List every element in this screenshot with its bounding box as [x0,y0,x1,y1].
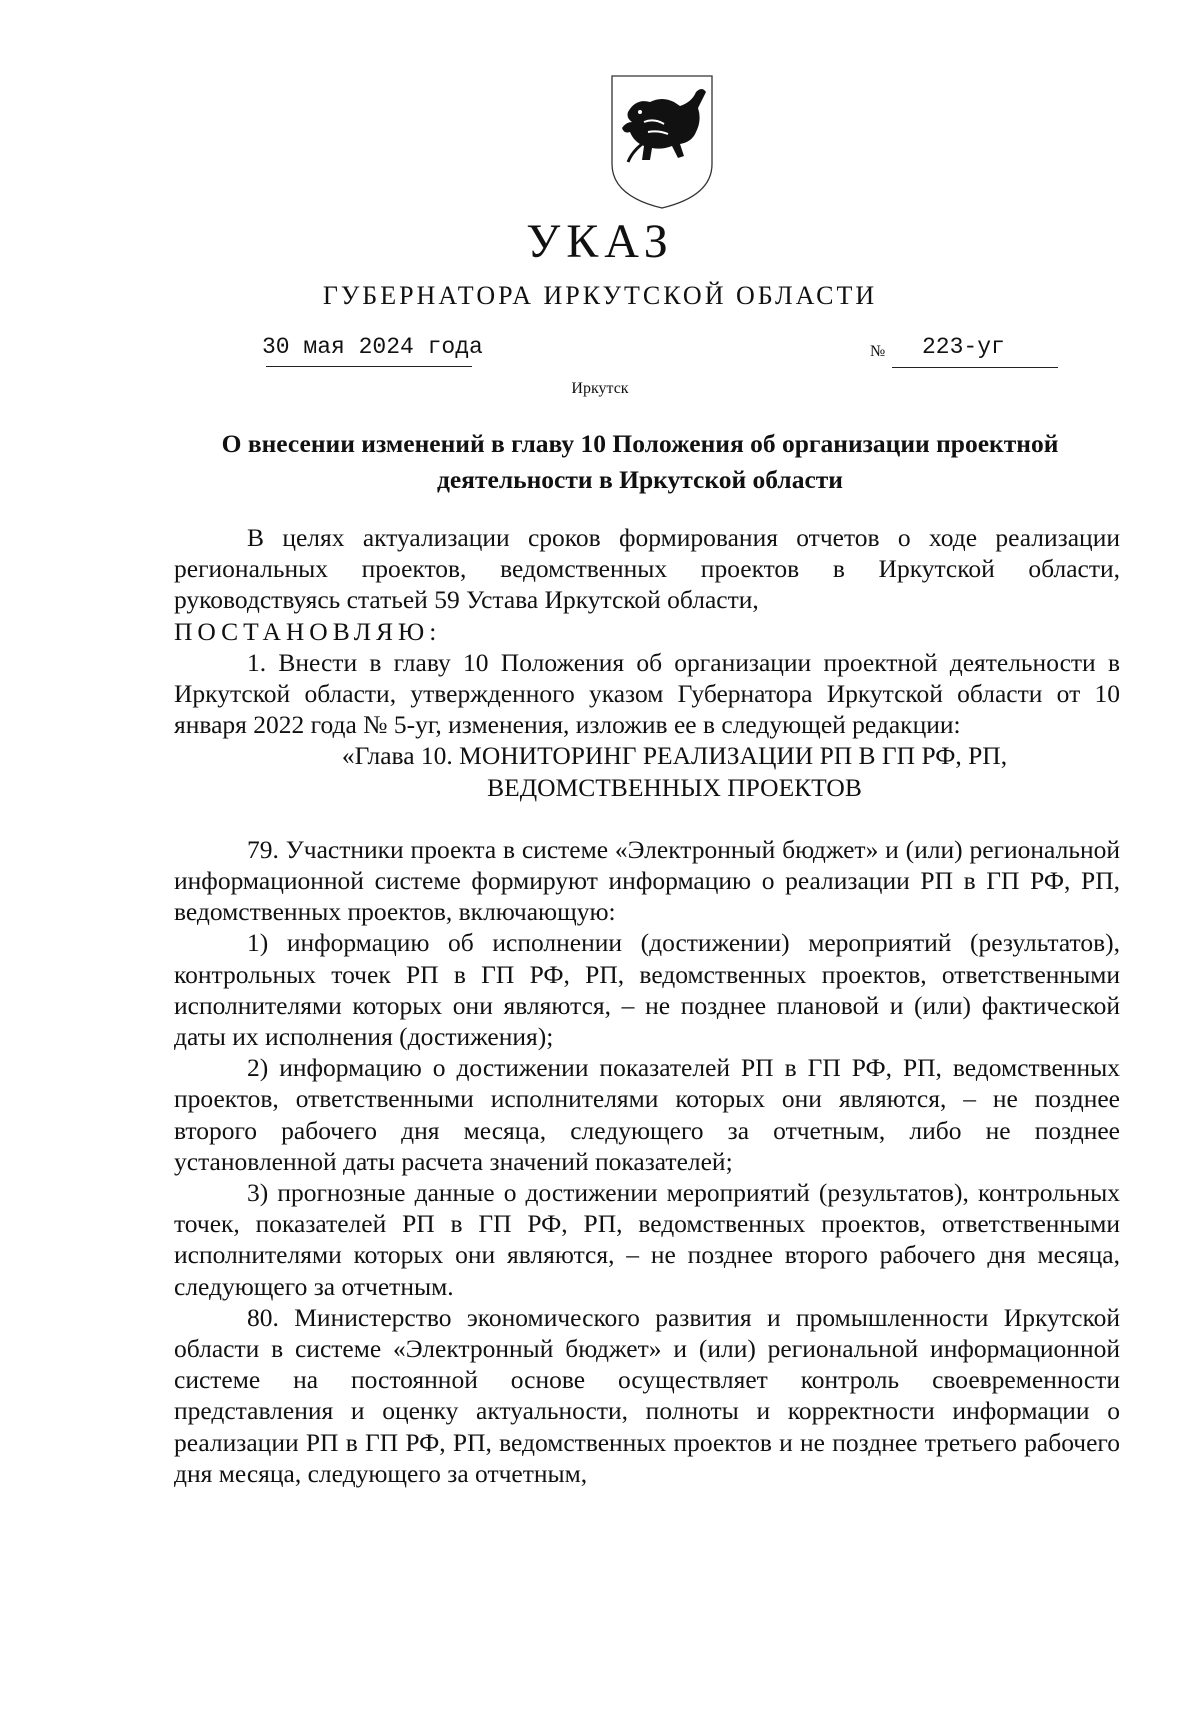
clause-79-paragraph: 79. Участники проекта в системе «Электронный бюджет» и (или) региональной информационной системе формируют информацию о реализации РП в ГП РФ, РП, ведомственных проектов, включающую: [174,834,1120,927]
decree-keyword: ПОСТАНОВЛЯЮ: [174,616,442,646]
date-underline [266,366,472,367]
issuer-subtitle: ГУБЕРНАТОРА ИРКУТСКОЙ ОБЛАСТИ [322,281,878,310]
clause-79-sub-3: 3) прогнозные данные о достижении мероприятий (результатов), контрольных точек, показателей РП в ГП РФ, РП, ведомственных проектов, ответственными исполнителями которых они являются, – не позднее второго рабочего дня месяца, следующего за отчетным. [174,1178,1120,1301]
number-value: 223-уг [922,334,1005,360]
city-label: Иркутск [571,380,629,397]
preamble-paragraph: В целях актуализации сроков формирования отчетов о ходе реализации региональных проектов, ведомственных проектов в Иркутской области, руководствуясь статьей 59 Устава Иркутской области, [174,523,1120,615]
document-body [174,522,1120,1489]
chapter-heading: «Глава 10. МОНИТОРИНГ РЕАЛИЗАЦИИ РП В ГП РФ, РП, ВЕДОМСТВЕННЫХ ПРОЕКТОВ [341,741,1008,802]
number-field [870,334,1060,369]
item-1-paragraph: 1. Внести в главу 10 Положения об организации проектной деятельности в Иркутской области, утвержденного указом Губернатора Иркутской области от 10 января 2022 года № 5-уг, изменения, изложив ее в следующей редакции: [174,647,1120,740]
clause-80-paragraph: 80. Министерство экономического развития и промышленности Иркутской области в системе «Электронный бюджет» и (или) региональной информационной системе на постоянной основе осуществляет контроль своевременности представления и оценку актуальности, полноты и корректности информации о реализации РП в ГП РФ, РП, ведомственных проектов и не позднее третьего рабочего дня месяца, следующего за отчетным, [174,1302,1120,1488]
number-underline [892,367,1058,368]
clause-79-sub-1: 1) информацию об исполнении (достижении) мероприятий (результатов), контрольных точек РП в ГП РФ, РП, ведомственных проектов, ответственными исполнителями которых они являются, – не позднее плановой и (или) фактической даты их исполнения (достижения); [174,928,1120,1052]
clause-79-sub-2: 2) информацию о достижении показателей РП в ГП РФ, РП, ведомственных проектов, ответственными исполнителями которых они являются, – не позднее второго рабочего дня месяца, следующего за отчетным, либо не позднее установленной даты расчета значений показателей; [174,1053,1120,1176]
date-value: 30 мая 2024 года [262,334,483,360]
document-type-title: УКАЗ [526,215,674,268]
number-sign: № [870,343,886,360]
document-title: О внесении изменений в главу 10 Положения об организации проектной деятельности в Иркутской области [221,429,1059,494]
irkutsk-coat-of-arms-icon [608,72,716,212]
date-field [262,334,483,366]
